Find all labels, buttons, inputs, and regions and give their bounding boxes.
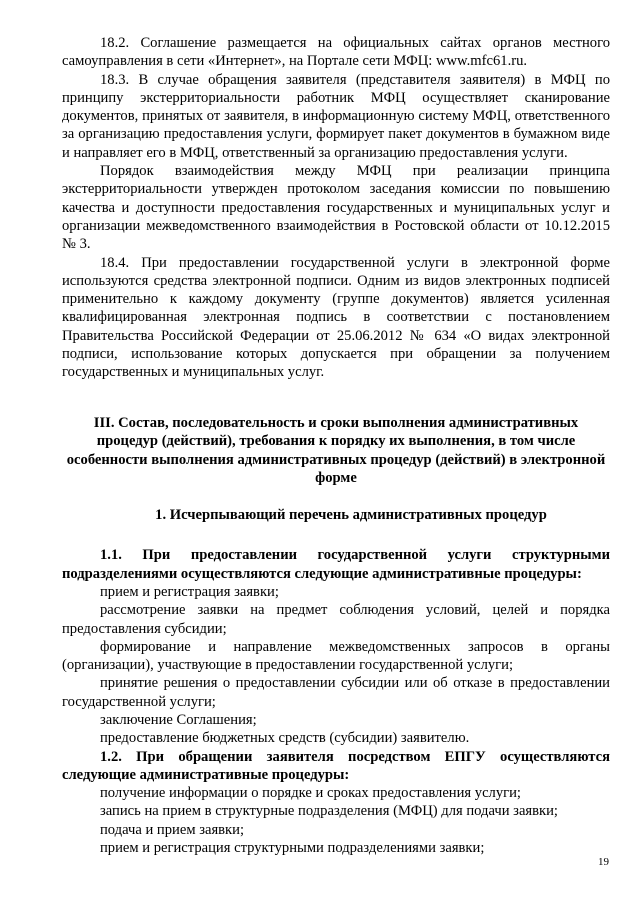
page-number: 19 (598, 856, 609, 868)
paragraph-18-3: 18.3. В случае обращения заявителя (представителя заявителя) в МФЦ по принципу экстерриториальности работник МФЦ осуществляет сканирование документов, принятых от заявителя, в информационную систему МФЦ, ответственного за организацию предоставления услуги, формирует пакет документов в бумажном виде и направляет его в МФЦ, ответственный за организацию предоставления услуги. (62, 71, 610, 161)
list-item: заключение Соглашения; (100, 711, 257, 728)
paragraph-18-2: 18.2. Соглашение размещается на официальных сайтах органов местного самоуправления в сети «Интернет», на Портале сети МФЦ: www.mfc61.ru. (62, 35, 610, 70)
document-page (62, 34, 610, 857)
section-title: III. Состав, последовательность и сроки выполнения административных процедур (действий), требования к порядку их выполнения, в том числе особенности выполнения административных процедур (действий) в электронной форме (66, 414, 606, 487)
item-1-1-heading: 1.1. При предоставлении государственной услуги структурными подразделениями осуществляются следующие административные процедуры: (62, 547, 610, 582)
list-item: прием и регистрация заявки; (100, 583, 279, 600)
paragraph-18-4: 18.4. При предоставлении государственной услуги в электронной форме используются средства электронной подписи. Одним из видов электронных подписей применительно к каждому документу (группе документов) является усиленная квалифицированная электронная подпись в соответствии с постановлением Правительства Российской Федерации от 25.06.2012 № 634 «О видах электронной подписи, использование которых допускается при обращении за получением государственных и муниципальных услуг. (62, 254, 610, 381)
item-1-2-heading: 1.2. При обращении заявителя посредством ЕПГУ осуществляются следующие административные процедуры: (62, 748, 610, 783)
list-item: принятие решения о предоставлении субсидии или об отказе в предоставлении государственной услуги; (62, 675, 610, 710)
list-item: прием и регистрация структурными подразделениями заявки; (100, 840, 485, 857)
list-item: подача и прием заявки; (100, 821, 245, 838)
list-item: формирование и направление межведомственных запросов в органы (организации), участвующие в предоставлении государственной услуги; (62, 638, 610, 674)
list-item: запись на прием в структурные подразделения (МФЦ) для подачи заявки; (100, 803, 558, 820)
list-item: получение информации о порядке и сроках предоставления услуги; (100, 785, 521, 802)
list-item: предоставление бюджетных средств (субсидии) заявителю. (100, 730, 470, 747)
subsection-title: 1. Исчерпывающий перечень административных процедур (155, 507, 547, 524)
paragraph-interaction-order: Порядок взаимодействия между МФЦ при реализации принципа экстерриториальности утвержден протоколом заседания комиссии по повышению качества и доступности предоставления государственных и муниципальных услуг и организации межведомственного взаимодействия в Ростовской области от 10.12.2015 № 3. (62, 163, 610, 253)
list-item: рассмотрение заявки на предмет соблюдения условий, целей и порядка предоставления субсидии; (62, 602, 610, 637)
